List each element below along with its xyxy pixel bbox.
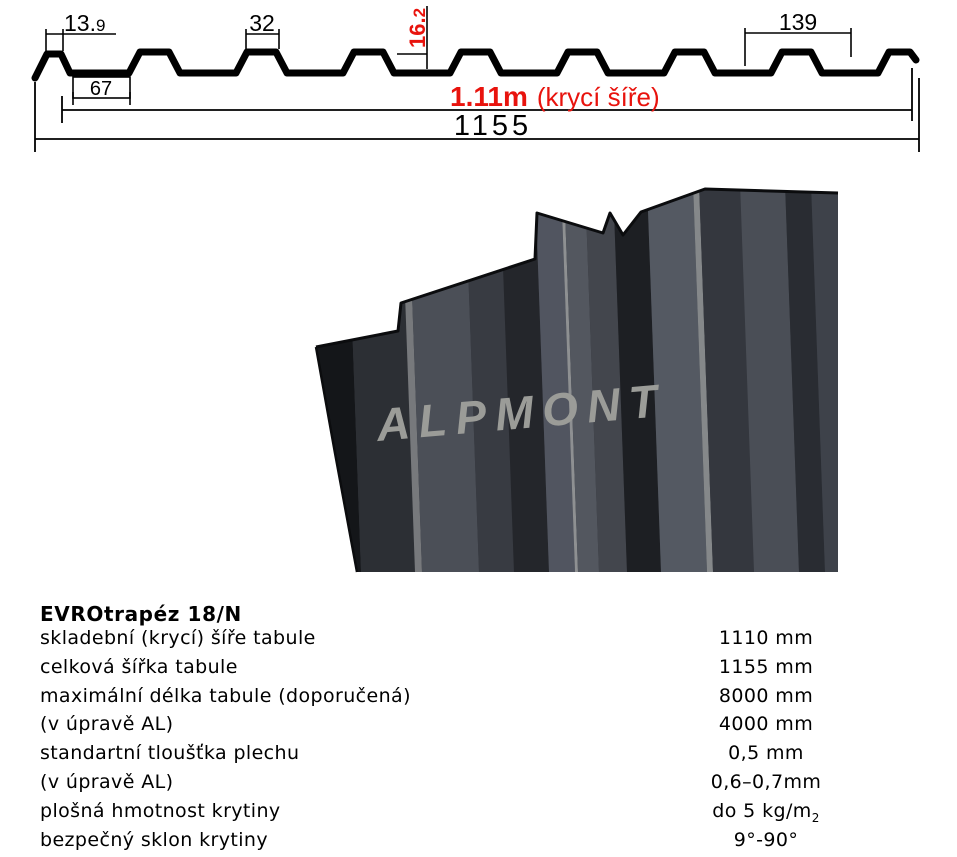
spec-value-text: do 5 kg/m (712, 799, 812, 822)
dim-rib-pitch (745, 9, 851, 66)
spec-row (40, 800, 890, 829)
dim-total-width-label: 1155 (453, 110, 533, 142)
spec-row (40, 771, 890, 800)
spec-label: plošná hmotnost krytiny (40, 799, 281, 822)
spec-label: skladební (krycí) šíře tabule (40, 627, 316, 649)
dim-cover-width-label: 1.11m (krycí šíře) (450, 81, 660, 112)
spec-label: maximální délka tabule (doporučená) (40, 684, 411, 707)
spec-row (40, 685, 890, 714)
spec-row (40, 742, 890, 771)
dim-top-flange-label: 13.9 (64, 10, 106, 36)
watermark-text: ALPMONT (374, 373, 669, 451)
spec-value-text: 9°-90° (733, 828, 799, 851)
dim-valley-width (73, 77, 130, 105)
sheet-stack (283, 183, 852, 572)
spec-label: standartní tloušťka plechu (40, 742, 300, 765)
spec-label: (v úpravě AL) (40, 770, 174, 793)
spec-label: (v úpravě AL) (40, 713, 174, 736)
spec-value-text: 1110 mm (718, 627, 814, 649)
spec-value (642, 771, 890, 800)
dim-profile-height (397, 6, 430, 69)
specs-table (40, 601, 890, 857)
spec-value-text: 8000 mm (718, 684, 814, 707)
dim-rib-pitch-label: 139 (778, 9, 818, 35)
profile-outline (35, 52, 916, 78)
spec-value-text: 4000 mm (718, 713, 814, 736)
dim-profile-height-label: 16.2 (405, 7, 430, 48)
spec-row (40, 829, 890, 857)
spec-value (642, 742, 890, 771)
spec-value (642, 656, 890, 685)
product-title: EVROtrapéz 18/N (40, 602, 242, 626)
spec-value (642, 829, 890, 857)
dim-valley-label: 67 (89, 78, 113, 100)
spec-row (40, 713, 890, 742)
dim-top-flange (46, 10, 116, 57)
profile-cross-section-diagram (0, 0, 957, 158)
spec-label: celková šířka tabule (40, 655, 238, 678)
dim-rib-top-label: 32 (249, 10, 275, 36)
spec-value (642, 800, 890, 829)
spec-value (642, 627, 890, 656)
product-photo (283, 183, 838, 572)
spec-value-text: 0,6–0,7mm (710, 770, 822, 793)
spec-value-sub: 2 (811, 810, 820, 825)
spec-value-text: 1155 mm (718, 655, 814, 678)
spec-row (40, 627, 890, 656)
spec-value (642, 685, 890, 714)
spec-value-text: 0,5 mm (728, 742, 804, 765)
spec-label: bezpečný sklon krytiny (40, 828, 269, 851)
dim-rib-top (246, 10, 279, 49)
spec-value (642, 713, 890, 742)
spec-row (40, 656, 890, 685)
